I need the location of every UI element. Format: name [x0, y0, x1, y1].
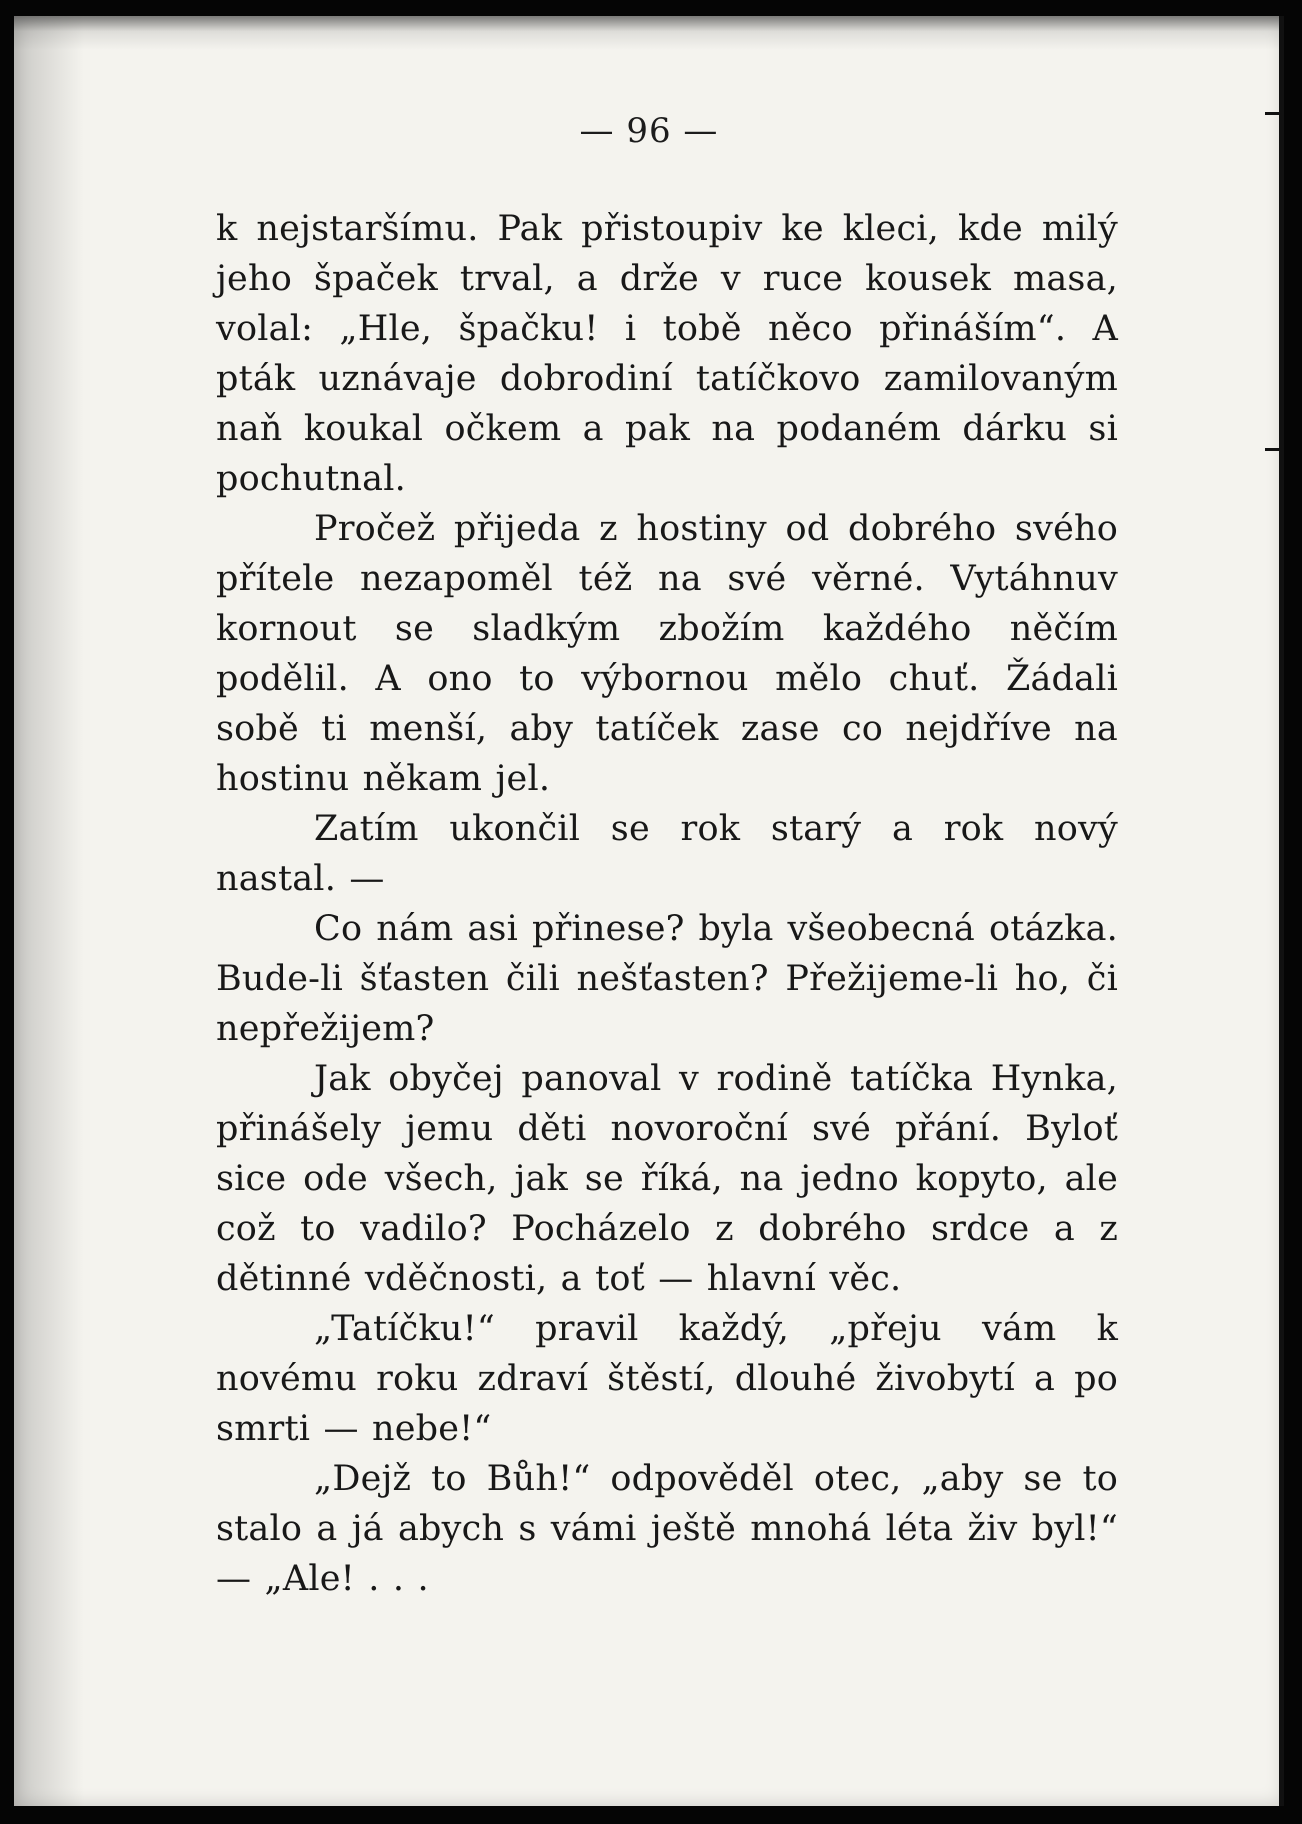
paragraph-6: „Tatíčku!“ pravil každý, „přeju vám k novému roku zdraví štěstí, dlouhé živobytí a po smrti — nebe!“	[216, 1309, 1118, 1449]
paragraph-1: k nejstaršímu. Pak přistoupiv ke kleci, kde milý jeho špaček trval, a drže v ruce kousek masa, volal: „Hle, špačku! i tobě něco přináším“. A pták uznávaje dobrodiní tatíčkovo zamilovaným naň koukal očkem a pak na podaném dárku si pochutnal.	[216, 209, 1118, 499]
edge-tick-lower	[1265, 448, 1279, 451]
scan-top-edge-shadow	[14, 16, 1284, 50]
paragraph-5: Jak obyčej panoval v rodině tatíčka Hynka, přinášely jemu děti novoroční své přání. Byloť sice ode všech, jak se říká, na jedno kopyto, ale což to vadilo? Pocházelo z dobrého srdce a z dětinné vděčnosti, a toť — hlavní věc.	[216, 1059, 1118, 1299]
paragraph-7: „Dejž to Bůh!“ odpověděl otec, „aby se to stalo a já abych s vámi ještě mnohá léta živ byl!“ — „Ale! . . .	[216, 1459, 1118, 1599]
paragraph-3: Zatím ukončil se rok starý a rok nový nastal. —	[216, 809, 1118, 899]
body-text	[216, 204, 1118, 1604]
page-number: — 96 —	[579, 111, 719, 151]
paragraph-4: Co nám asi přinese? byla všeobecná otázka. Bude-li šťasten čili nešťasten? Přežijeme-li ho, či nepřežijem?	[216, 909, 1118, 1049]
scan-left-edge-shadow	[14, 16, 84, 1806]
scan-right-edge	[1279, 16, 1284, 1806]
scanned-book-page	[14, 16, 1284, 1806]
paragraph-2: Pročež přijeda z hostiny od dobrého svého přítele nezapoměl též na své věrné. Vytáhnuv kornout se sladkým zbožím každého něčím podělil. A ono to výbornou mělo chuť. Žádali sobě ti menší, aby tatíček zase co nejdříve na hostinu někam jel.	[216, 509, 1118, 799]
